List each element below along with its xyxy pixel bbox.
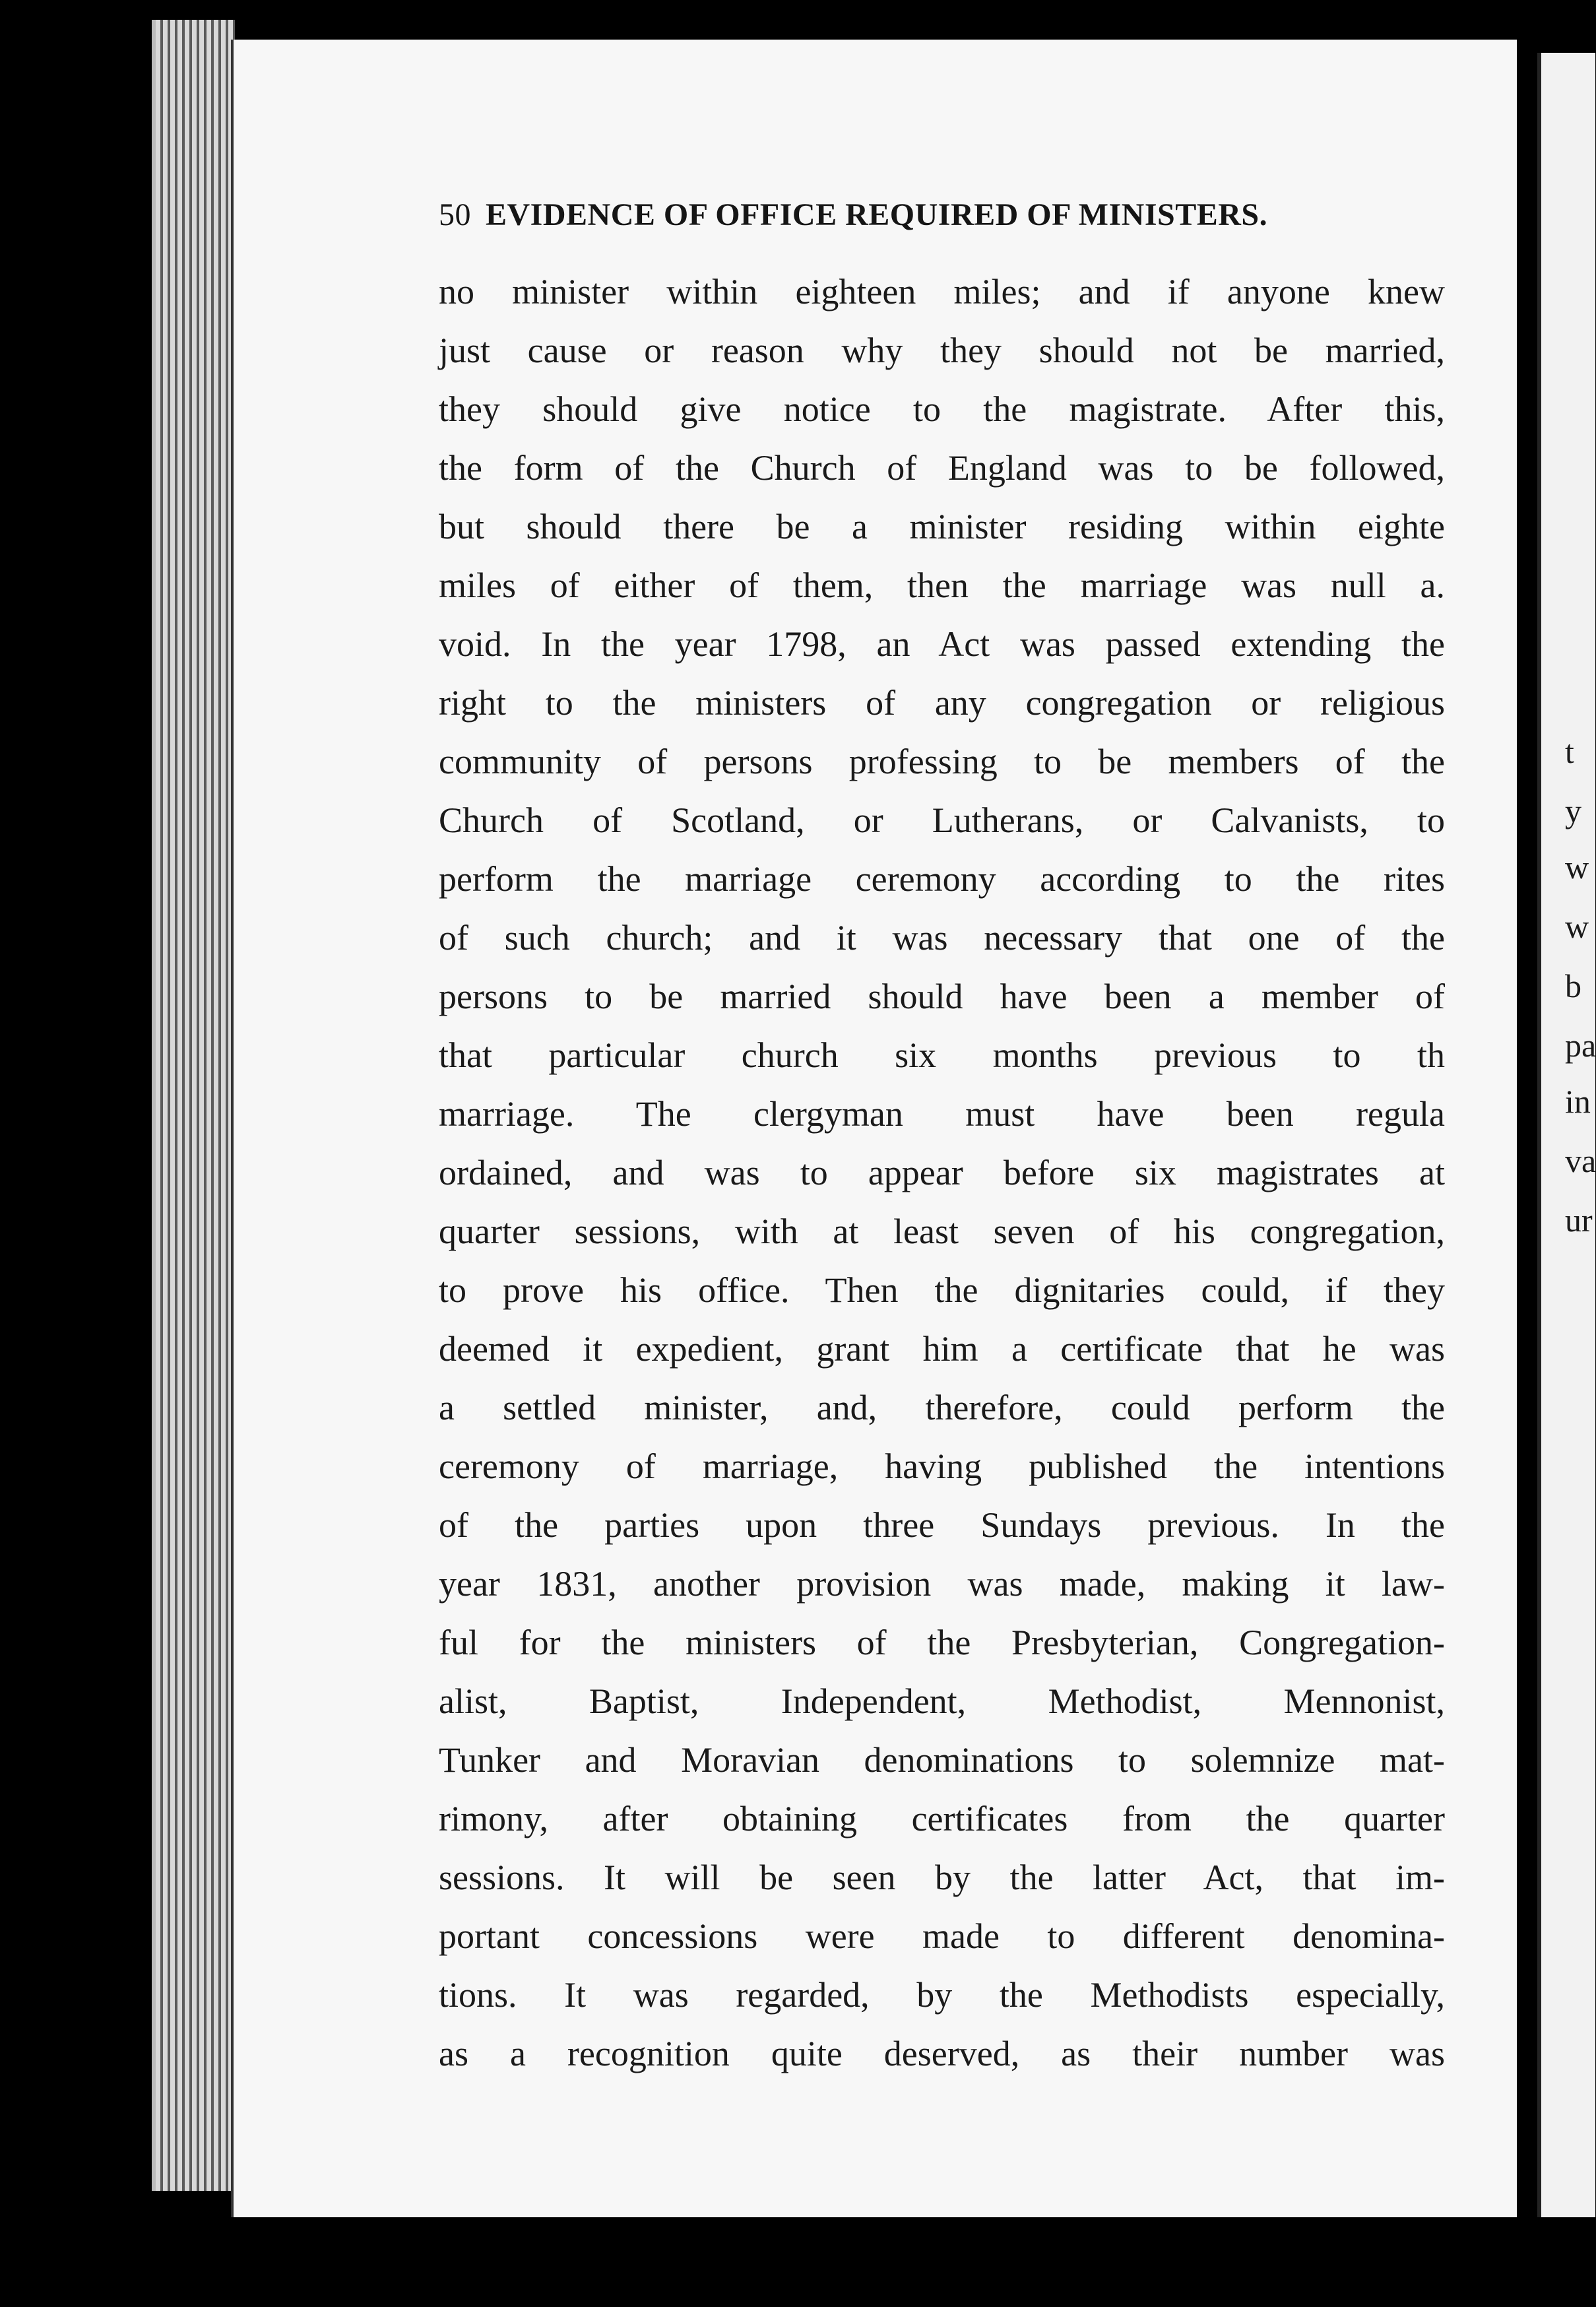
text-line: persons to be married should have been a member of <box>439 977 1445 1016</box>
next-page-fragment: w <box>1565 908 1589 945</box>
text-line: year 1831, another provision was made, making it law- <box>439 1564 1445 1604</box>
next-page-edge <box>1537 53 1595 2217</box>
next-page-fragment: ur <box>1565 1202 1593 1239</box>
next-page-fragment: y <box>1565 793 1581 829</box>
next-page-fragment: in <box>1565 1083 1591 1120</box>
text-line: community of persons professing to be members of the <box>439 742 1445 781</box>
text-line: tions. It was regarded, by the Methodists especially, <box>439 1975 1445 2015</box>
text-line: Tunker and Moravian denominations to solemnize mat- <box>439 1740 1445 1780</box>
next-page-fragment: va <box>1565 1142 1596 1179</box>
text-line: sessions. It will be seen by the latter Act, that im- <box>439 1858 1445 1897</box>
text-line: of the parties upon three Sundays previous. In the <box>439 1505 1445 1545</box>
text-line: to prove his office. Then the dignitaries could, if they <box>439 1270 1445 1310</box>
text-line: deemed it expedient, grant him a certificate that he was <box>439 1329 1445 1369</box>
next-page-fragment: pa <box>1565 1027 1596 1064</box>
page-number: 50 <box>439 197 471 232</box>
text-line: void. In the year 1798, an Act was passed extending the <box>439 624 1445 664</box>
body-text <box>439 263 1445 2083</box>
text-line: ful for the ministers of the Presbyterian, Congregation- <box>439 1623 1445 1662</box>
next-page-fragment: t <box>1565 733 1574 770</box>
text-line: miles of either of them, then the marriage was null a. <box>439 566 1445 605</box>
text-line: no minister within eighteen miles; and if anyone knew <box>439 272 1445 311</box>
page-edges <box>152 20 235 2191</box>
next-page-fragment: b <box>1565 967 1581 1004</box>
text-line: just cause or reason why they should not be married, <box>439 331 1445 370</box>
text-line: Church of Scotland, or Lutherans, or Calvanists, to <box>439 800 1445 840</box>
text-line: a settled minister, and, therefore, could perform the <box>439 1388 1445 1427</box>
text-line: alist, Baptist, Independent, Methodist, Mennonist, <box>439 1681 1445 1721</box>
text-line: that particular church six months previous to th <box>439 1035 1445 1075</box>
running-title: EVIDENCE OF OFFICE REQUIRED OF MINISTERS. <box>486 197 1268 232</box>
text-line: of such church; and it was necessary that one of the <box>439 918 1445 958</box>
text-line: they should give notice to the magistrate. After this, <box>439 389 1445 429</box>
text-line: the form of the Church of England was to be followed, <box>439 448 1445 488</box>
text-line: portant concessions were made to different denomina- <box>439 1916 1445 1956</box>
text-line: ordained, and was to appear before six magistrates at <box>439 1153 1445 1192</box>
running-header <box>439 188 1442 241</box>
text-line: rimony, after obtaining certificates from the quarter <box>439 1799 1445 1838</box>
next-page-fragment: w <box>1565 849 1589 886</box>
text-line: marriage. The clergyman must have been regula <box>439 1094 1445 1134</box>
text-line: as a recognition quite deserved, as their number was <box>439 2034 1445 2073</box>
text-line: but should there be a minister residing within eighte <box>439 507 1445 546</box>
text-line: quarter sessions, with at least seven of his congregation, <box>439 1212 1445 1251</box>
text-line: ceremony of marriage, having published the intentions <box>439 1446 1445 1486</box>
text-line: perform the marriage ceremony according to the rites <box>439 859 1445 899</box>
text-line: right to the ministers of any congregation or religious <box>439 683 1445 723</box>
